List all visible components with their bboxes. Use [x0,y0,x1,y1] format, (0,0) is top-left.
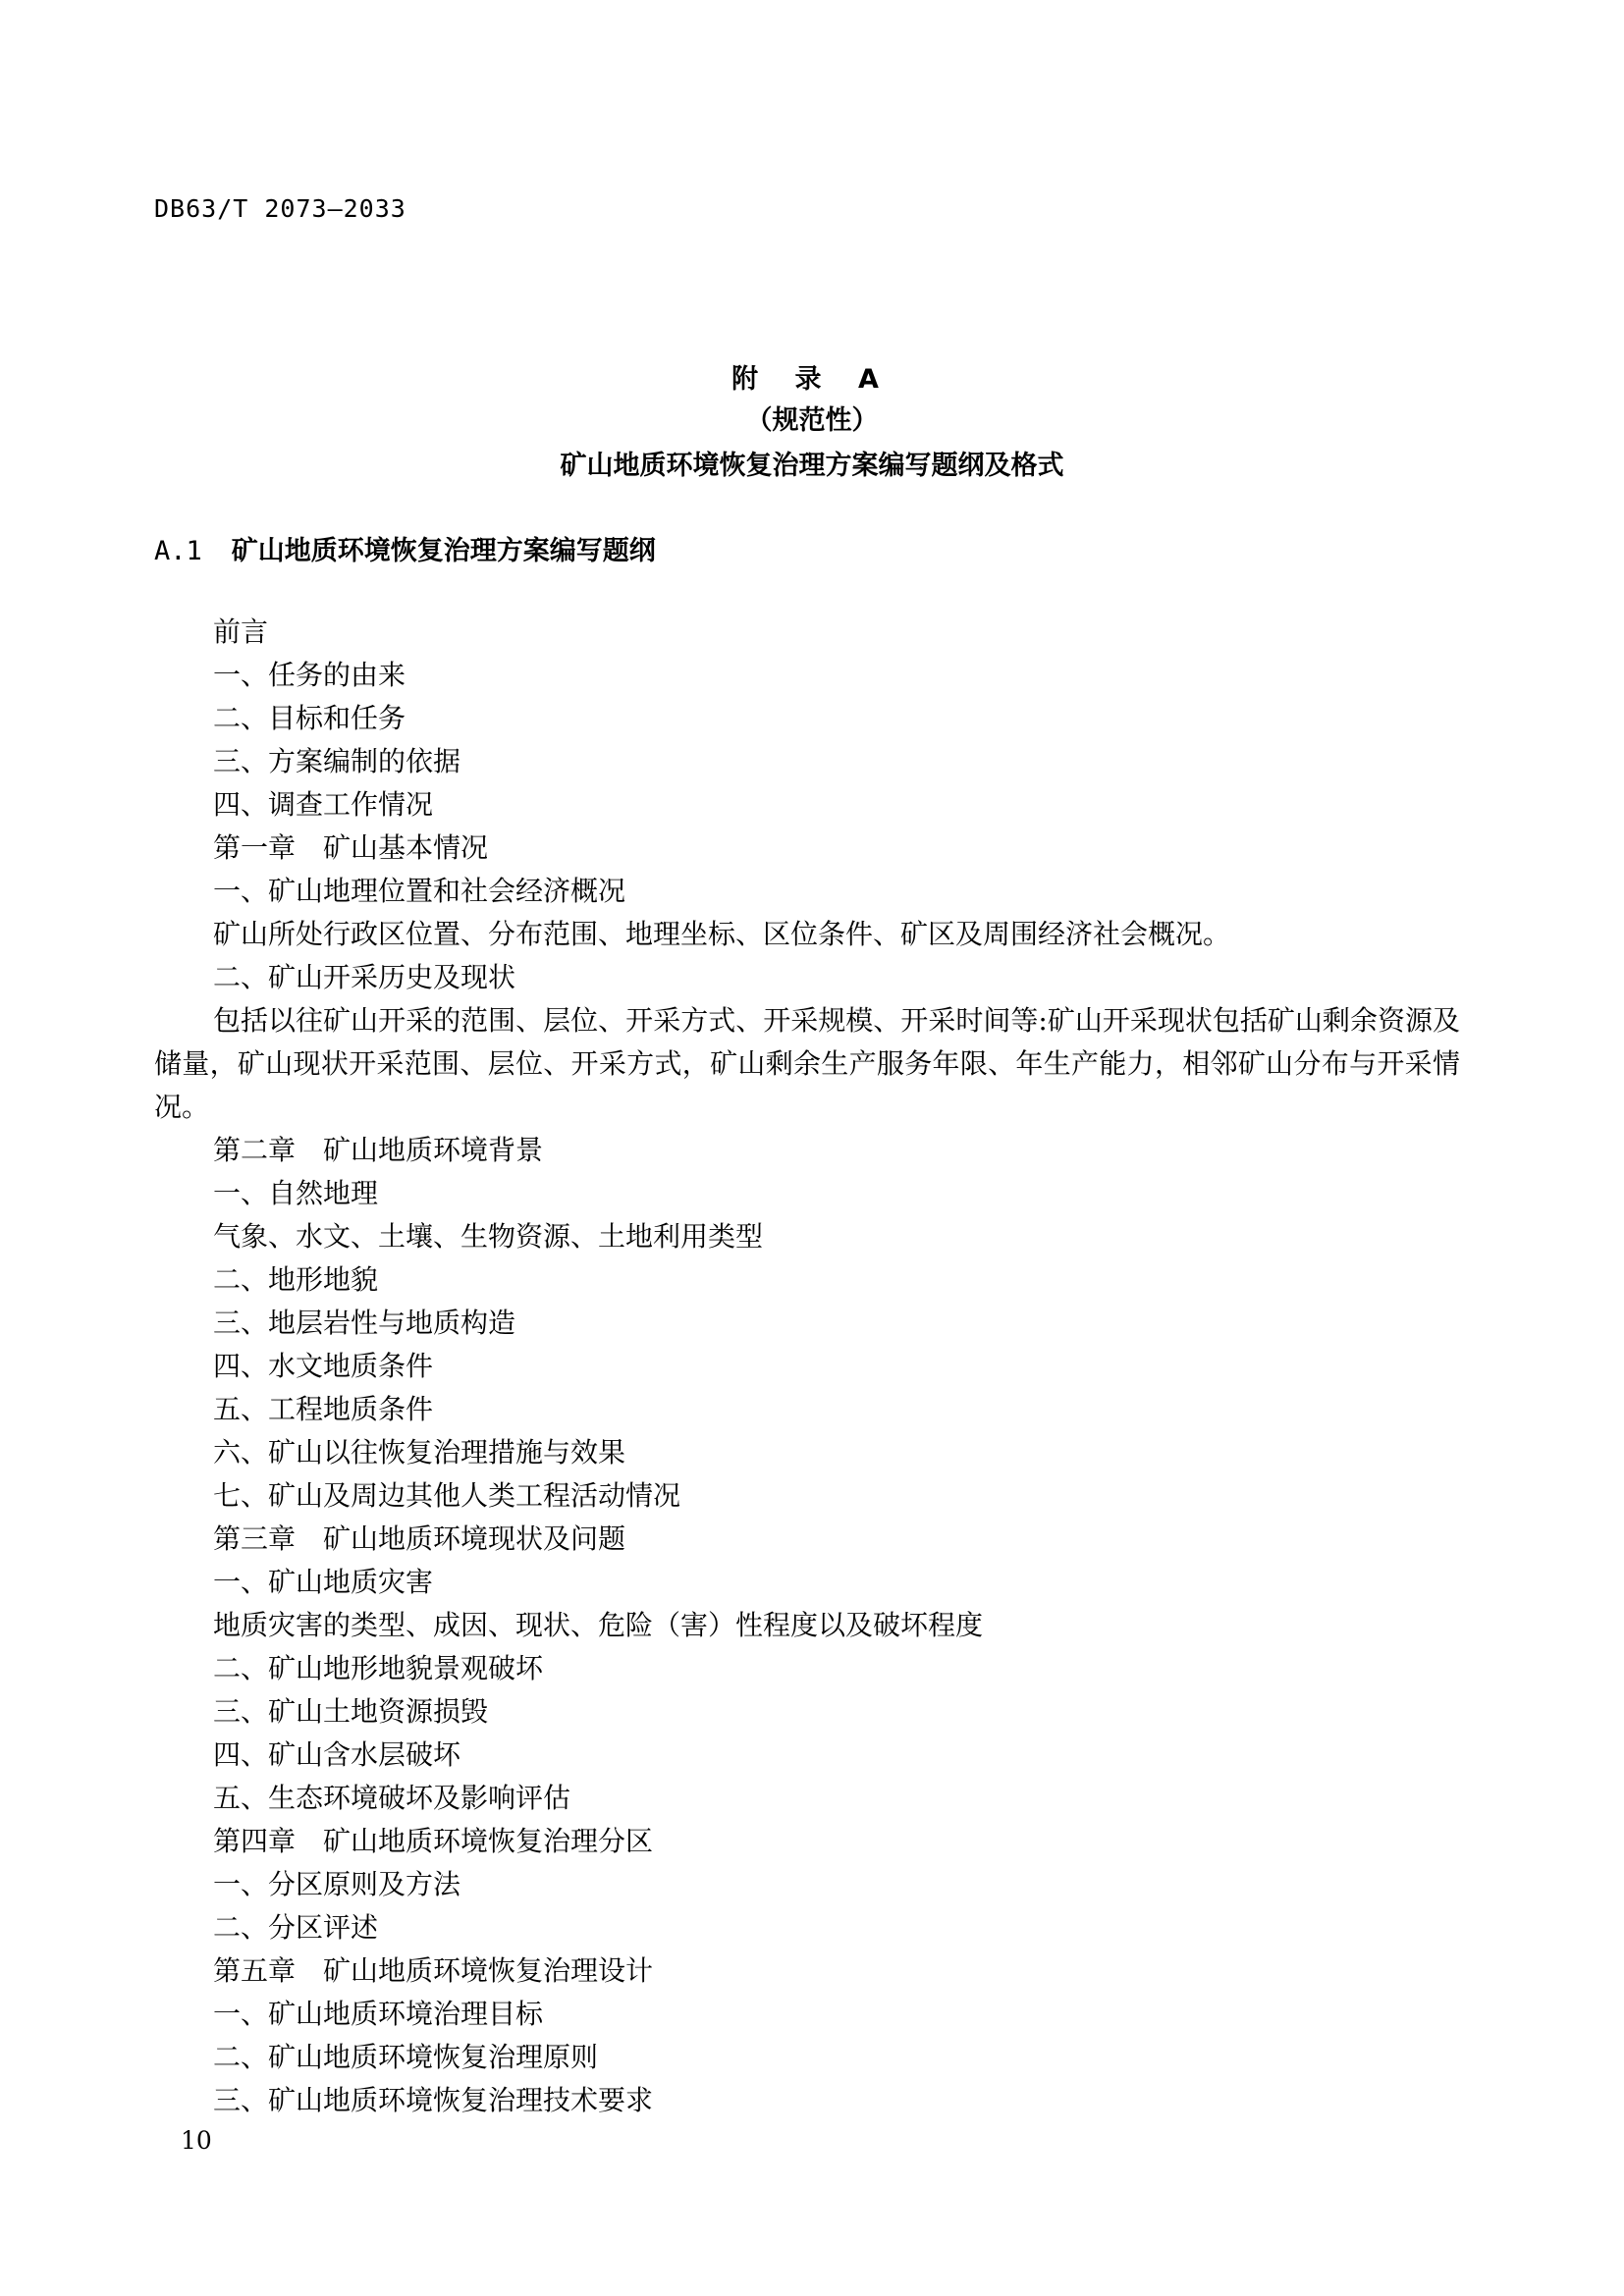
chapter-number: 第二章 [213,1134,297,1166]
outline-line: 二、矿山地质环境恢复治理原则 [213,2041,599,2073]
outline-line: 五、生态环境破坏及影响评估 [213,1782,571,1814]
section-heading [154,529,656,567]
chapter-heading [154,827,1460,870]
outline-line: 三、矿山土地资源损毁 [213,1695,489,1728]
chapter-number: 第一章 [213,831,297,864]
appendix-title: 矿山地质环境恢复治理方案编写题纲及格式 [560,451,1064,481]
chapter-title: 矿山地质环境恢复治理分区 [323,1825,654,1857]
outline-line: 一、任务的由来 [213,659,406,691]
outline-line: 一、矿山地质灾害 [213,1566,434,1598]
chapter-number: 第四章 [213,1825,297,1857]
outline-line: 二、地形地貌 [213,1263,379,1296]
appendix-type: （规范性） [745,405,879,436]
outline-line: 七、矿山及周边其他人类工程活动情况 [213,1479,681,1512]
section-title: 矿山地质环境恢复治理方案编写题纲 [231,536,656,566]
chapter-title: 矿山基本情况 [323,831,489,864]
section-number: A.1 [154,536,202,566]
outline-line: 二、目标和任务 [213,702,406,734]
chapter-number: 第五章 [213,1954,297,1987]
outline-line: 前言 [213,615,269,648]
outline-line: 五、工程地质条件 [213,1393,434,1425]
outline-line: 四、矿山含水层破坏 [213,1738,461,1771]
outline-body [154,611,1460,2122]
outline-line: 二、矿山开采历史及现状 [213,961,516,993]
outline-line: 三、方案编制的依据 [213,745,461,777]
chapter-heading [154,1129,1460,1172]
standard-code: DB63/T 2073—2033 [154,194,406,223]
outline-line: 一、矿山地质环境治理目标 [213,1998,544,2030]
outline-line: 矿山所处行政区位置、分布范围、地理坐标、区位条件、矿区及周围经济社会概况。 [213,918,1231,950]
chapter-heading [154,1820,1460,1863]
outline-line: 三、矿山地质环境恢复治理技术要求 [213,2084,654,2116]
page-number: 10 [181,2126,212,2155]
chapter-title: 矿山地质环境恢复治理设计 [323,1954,654,1987]
chapter-title: 矿山地质环境现状及问题 [323,1522,626,1555]
outline-paragraph: 包括以往矿山开采的范围、层位、开采方式、开采规模、开采时间等:矿山开采现状包括矿山剩余资源及储量，矿山现状开采范围、层位、开采方式，矿山剩余生产服务年限、年生产能力，相邻矿山分布与开采情况。 [154,1004,1460,1123]
outline-line: 四、水文地质条件 [213,1350,434,1382]
outline-line: 三、地层岩性与地质构造 [213,1307,516,1339]
chapter-heading [154,1518,1460,1561]
outline-line: 一、自然地理 [213,1177,379,1209]
outline-line: 气象、水文、土壤、生物资源、土地利用类型 [213,1220,764,1253]
outline-line: 一、矿山地理位置和社会经济概况 [213,875,626,907]
outline-line: 一、分区原则及方法 [213,1868,461,1900]
chapter-heading [154,1949,1460,1993]
outline-line: 地质灾害的类型、成因、现状、危险（害）性程度以及破坏程度 [213,1609,984,1641]
chapter-title: 矿山地质环境背景 [323,1134,544,1166]
outline-line: 二、分区评述 [213,1911,379,1944]
appendix-label: 附 录 A [731,364,893,395]
outline-line: 二、矿山地形地貌景观破坏 [213,1652,544,1684]
chapter-number: 第三章 [213,1522,297,1555]
outline-line: 六、矿山以往恢复治理措施与效果 [213,1436,626,1468]
outline-line: 四、调查工作情况 [213,788,434,821]
